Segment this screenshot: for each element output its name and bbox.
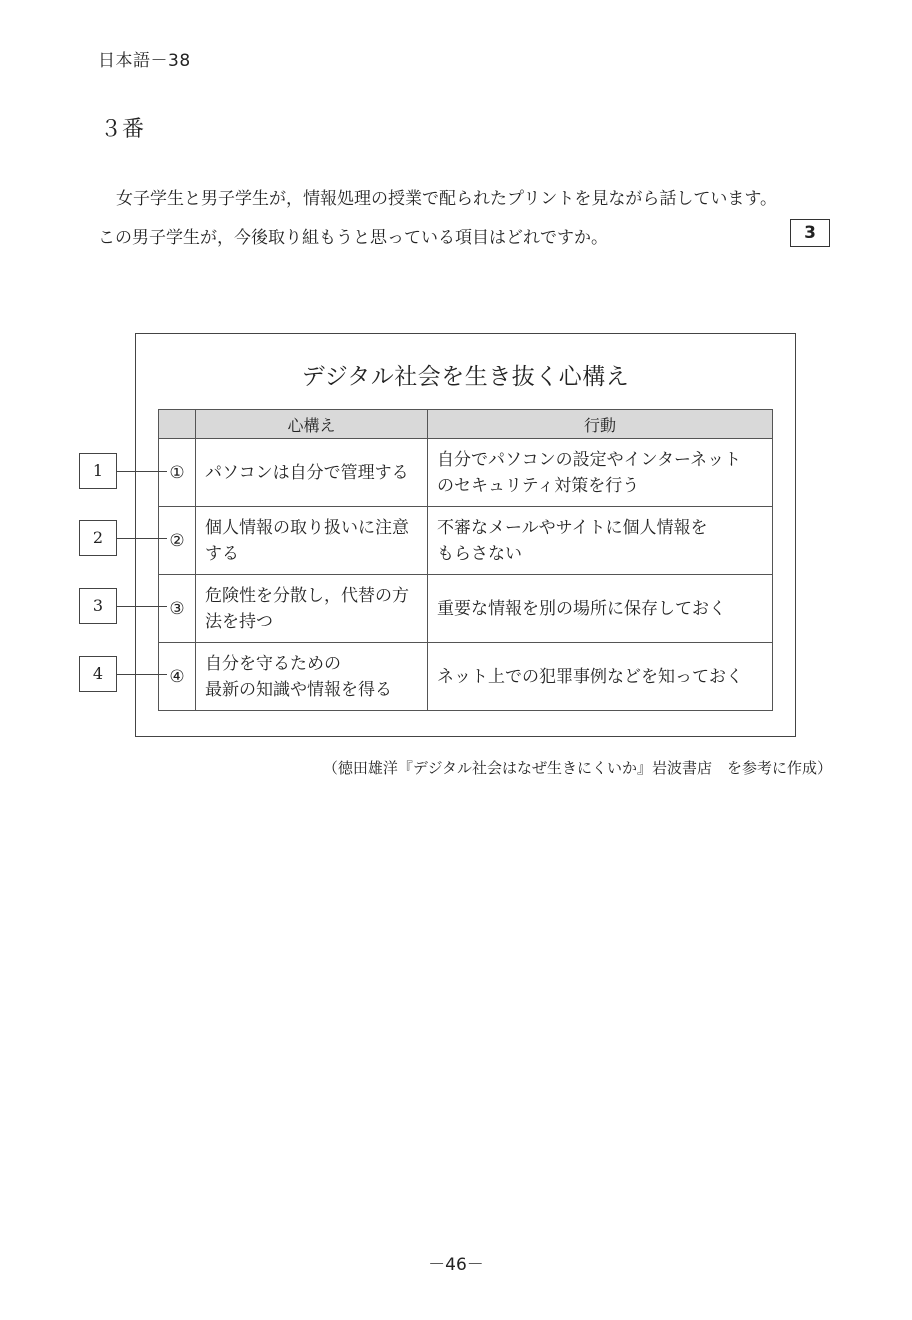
instruction-line-1: 女子学生と男子学生が，情報処理の授業で配られたプリントを見ながら話しています。 xyxy=(116,189,777,209)
table-row xyxy=(159,643,773,711)
kokorogamae-cell xyxy=(196,575,428,643)
option-connector xyxy=(116,471,167,472)
option-box-1: 1 xyxy=(79,453,117,489)
table-row xyxy=(159,575,773,643)
option-box-2: 2 xyxy=(79,520,117,556)
row-mark: ② xyxy=(159,507,196,575)
instruction-line-2: この男子学生が，今後取り組もうと思っている項目はどれですか。 xyxy=(98,228,608,248)
option-connector xyxy=(116,538,167,539)
cell-line: 個人情報の取り扱いに注意 xyxy=(205,517,409,538)
page-number: －46－ xyxy=(428,1255,484,1275)
cell-line: する xyxy=(205,543,239,564)
cell-line: パソコンは自分で管理する xyxy=(205,462,409,483)
page-header: 日本語－38 xyxy=(98,51,191,71)
source-citation: （徳田雄洋『デジタル社会はなぜ生きにくいか』岩波書店 を参考に作成） xyxy=(322,759,832,777)
cell-line: 重要な情報を別の場所に保存しておく xyxy=(437,598,726,619)
cell-line: のセキュリティ対策を行う xyxy=(437,475,640,496)
table-row xyxy=(159,439,773,507)
cell-line: 不審なメールやサイトに個人情報を xyxy=(437,517,708,538)
cell-line: もらさない xyxy=(437,543,522,564)
row-mark: ④ xyxy=(159,643,196,711)
koudou-cell xyxy=(428,643,773,711)
question-number: ３番 xyxy=(100,117,145,142)
option-connector xyxy=(116,606,167,607)
handout-title: デジタル社会を生き抜く心構え xyxy=(301,364,630,390)
option-box-4: 4 xyxy=(79,656,117,692)
kokorogamae-cell xyxy=(196,439,428,507)
cell-line: 自分でパソコンの設定やインターネット xyxy=(437,449,742,470)
cell-line: 法を持つ xyxy=(205,611,273,632)
koudou-cell xyxy=(428,575,773,643)
table-header-row xyxy=(159,410,773,439)
koudou-cell xyxy=(428,507,773,575)
cell-line: 自分を守るための xyxy=(205,653,341,674)
column-header-mark xyxy=(159,410,196,439)
column-header-koudou: 行動 xyxy=(428,410,773,439)
mindset-table xyxy=(158,409,773,711)
kokorogamae-cell xyxy=(196,507,428,575)
option-box-3: 3 xyxy=(79,588,117,624)
row-mark: ③ xyxy=(159,575,196,643)
option-connector xyxy=(116,674,167,675)
koudou-cell xyxy=(428,439,773,507)
cell-line: 最新の知識や情報を得る xyxy=(205,679,392,700)
answer-number-box: 3 xyxy=(790,219,830,247)
row-mark: ① xyxy=(159,439,196,507)
table-row xyxy=(159,507,773,575)
kokorogamae-cell xyxy=(196,643,428,711)
cell-line: ネット上での犯罪事例などを知っておく xyxy=(437,666,743,687)
column-header-kokorogamae: 心構え xyxy=(196,410,428,439)
cell-line: 危険性を分散し，代替の方 xyxy=(205,585,409,606)
